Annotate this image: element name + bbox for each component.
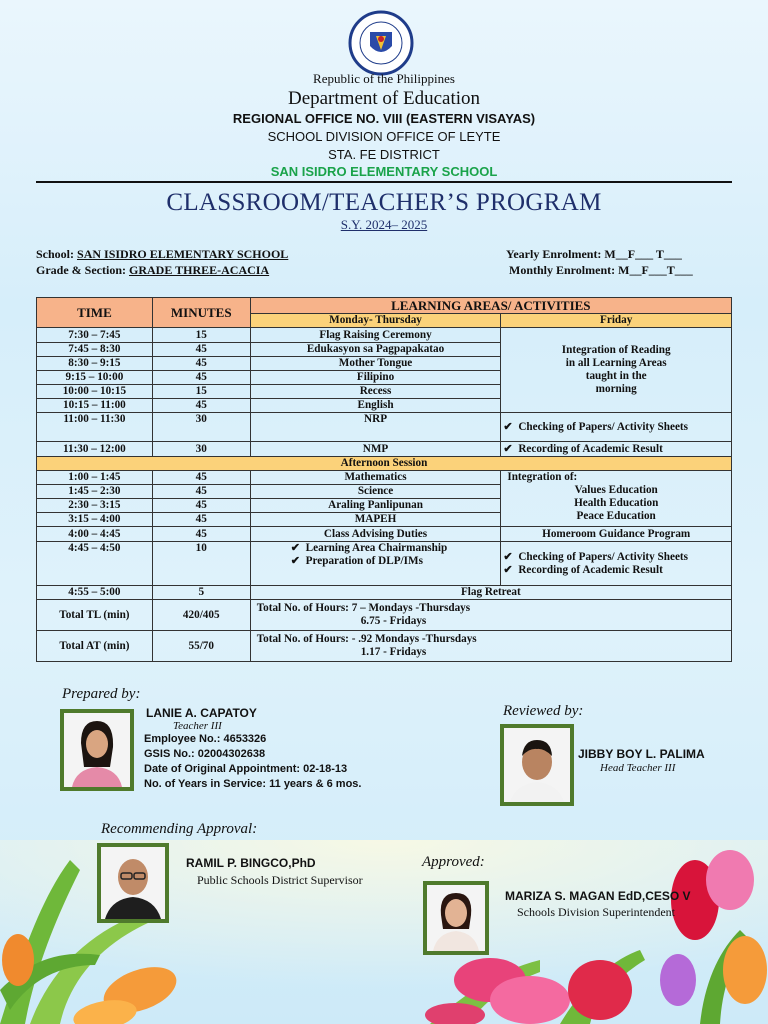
table-row: 9:15 – 10:00 45 Filipino [37, 371, 732, 385]
header-district: STA. FE DISTRICT [328, 147, 440, 162]
header-division: SCHOOL DIVISION OFFICE OF LEYTE [267, 129, 501, 144]
recommending-label: Recommending Approval: [101, 821, 258, 837]
avatar-icon [427, 885, 485, 951]
reviewed-photo [500, 724, 574, 806]
reviewed-by-label: Reviewed by: [503, 703, 584, 719]
table-row: 4:45 – 4:50 10 ✔ Learning Area Chairmanship ✔ Preparation of DLP/IMs ✔ Checking of Papers/ Activity Sheets ✔ Recording of Academic Result [37, 542, 732, 586]
prepared-photo [60, 709, 134, 791]
header-republic: Republic of the Philippines [313, 71, 455, 86]
table-row: 8:30 – 9:15 45 Mother Tongue [37, 357, 732, 371]
table-row: 10:00 – 10:15 15 Recess [37, 385, 732, 399]
school-year: S.Y. 2024– 2025 [340, 217, 428, 232]
header-school: SAN ISIDRO ELEMENTARY SCHOOL [270, 164, 498, 179]
grade-info [36, 263, 269, 278]
prepared-position: Teacher III [173, 720, 222, 732]
table-row: 11:30 – 12:00 30 NMP ✔ Recording of Academic Result [37, 442, 732, 457]
avatar-icon [101, 847, 165, 919]
school-value: SAN ISIDRO ELEMENTARY SCHOOL [77, 247, 289, 261]
fri-homeroom-cell: Homeroom Guidance Program [501, 527, 732, 542]
grade-value: GRADE THREE-ACACIA [128, 263, 270, 277]
school-info [36, 247, 288, 262]
sub-header-fri: Friday [501, 314, 732, 328]
table-row: 11:00 – 11:30 30 NRP ✔ Checking of Papers/ Activity Sheets [37, 413, 732, 442]
table-row: 7:45 – 8:30 45 Edukasyon sa Pagpapakatao [37, 343, 732, 357]
table-row: 2:30 – 3:15 45 Araling Panlipunan [37, 499, 732, 513]
avatar-icon [504, 728, 570, 802]
table-row: 3:15 – 4:00 45 MAPEH [37, 513, 732, 527]
afternoon-session-label: Afternoon Session [37, 457, 732, 471]
recommending-position: Public Schools District Supervisor [197, 873, 363, 887]
yearly-enrolment: Yearly Enrolment: M__F___ T___ [506, 247, 682, 261]
recommending-photo [97, 843, 169, 923]
fri-integration-cell: Integration of: Values Education Health Education Peace Education [501, 471, 732, 527]
reviewed-name: JIBBY BOY L. PALIMA [578, 747, 705, 761]
deped-seal-icon [348, 10, 414, 76]
total-at-row: Total AT (min) 55/70 Total No. of Hours: - .92 Mondays -Thursdays 1.17 - Fridays [37, 631, 732, 662]
table-row: 1:45 – 2:30 45 Science [37, 485, 732, 499]
approved-name: MARIZA S. MAGAN EdD,CESO V [505, 889, 691, 903]
approved-photo [423, 881, 489, 955]
col-time-header: TIME [37, 298, 153, 328]
table-row: 4:55 – 5:00 5 Flag Retreat [37, 586, 732, 600]
table-row: 1:00 – 1:45 45 Mathematics Integration of: Values Education Health Education Peace Education [37, 471, 732, 485]
prepared-details: Employee No.: 4653326 GSIS No.: 02004302638 Date of Original Appointment: 02-18-13 No. of Years in Service: 11 years & 6 mos. [144, 733, 362, 790]
schedule-table [36, 297, 732, 662]
monthly-enrolment: Monthly Enrolment: M__F___T___ [509, 263, 693, 277]
fri-checking-cell: ✔ Checking of Papers/ Activity Sheets [501, 413, 732, 442]
recommending-name: RAMIL P. BINGCO,PhD [186, 856, 316, 870]
prepared-by-label: Prepared by: [62, 686, 141, 702]
col-areas-header: LEARNING AREAS/ ACTIVITIES [250, 298, 731, 314]
school-label: School: [36, 247, 75, 261]
table-row: 4:00 – 4:45 45 Class Advising Duties Homeroom Guidance Program [37, 527, 732, 542]
sub-header-mt: Monday- Thursday [250, 314, 501, 328]
grade-label: Grade & Section: [36, 263, 126, 277]
header-department: Department of Education [287, 88, 481, 109]
page-title: CLASSROOM/TEACHER’S PROGRAM [166, 189, 602, 216]
total-tl-row: Total TL (min) 420/405 Total No. of Hours: 7 – Mondays -Thursdays 6.75 - Fridays [37, 600, 732, 631]
table-row: 7:30 – 7:45 15 Flag Raising Ceremony Integration of Reading in all Learning Areas taught in the morning [37, 328, 732, 343]
approved-label: Approved: [422, 854, 485, 870]
table-row: 10:15 – 11:00 45 English [37, 399, 732, 413]
col-minutes-header: MINUTES [152, 298, 250, 328]
header-divider [36, 181, 732, 183]
approved-position: Schools Division Superintendent [517, 905, 675, 919]
fri-morning-cell: Integration of Reading in all Learning Areas taught in the morning [501, 328, 732, 413]
prepared-name: LANIE A. CAPATOY [146, 706, 257, 720]
header-region: REGIONAL OFFICE NO. VIII (EASTERN VISAYAS) [232, 111, 536, 126]
avatar-icon [64, 713, 130, 787]
fri-recording-cell: ✔ Recording of Academic Result [501, 442, 732, 457]
reviewed-position: Head Teacher III [600, 762, 676, 774]
